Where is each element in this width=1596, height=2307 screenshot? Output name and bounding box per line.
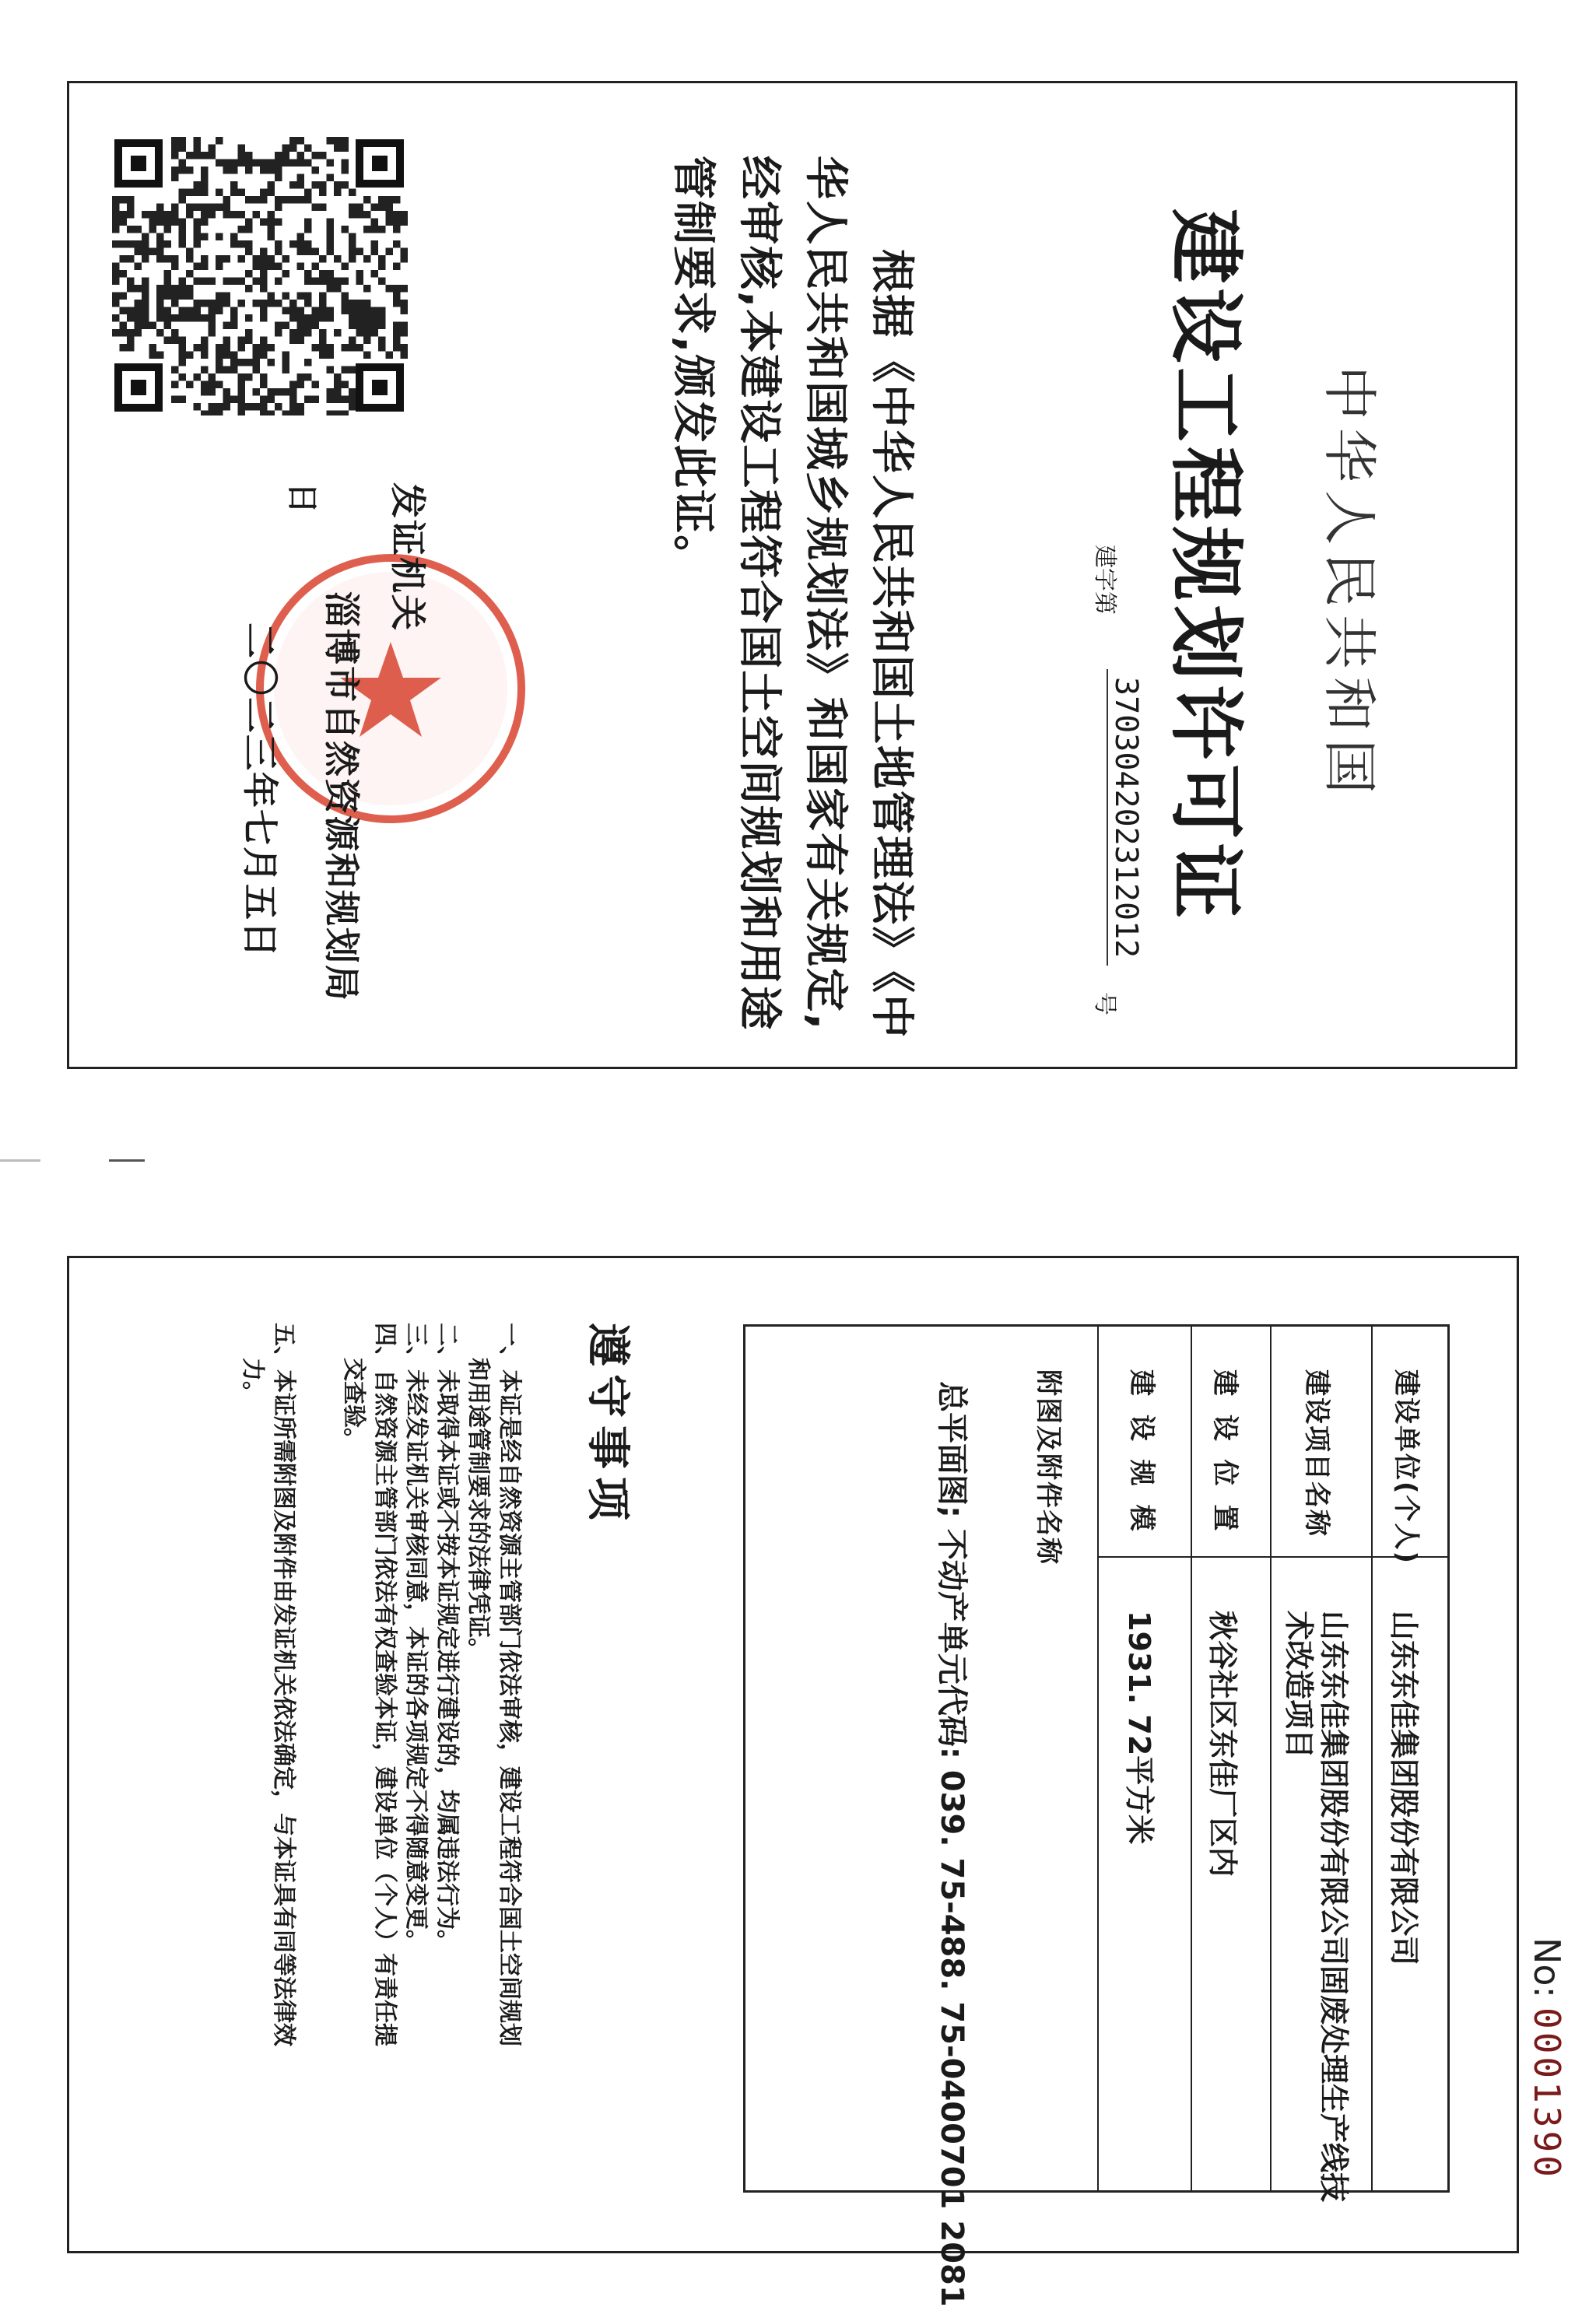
table-row-divider bbox=[1097, 1324, 1099, 2193]
permit-body-line-4: 管制要求,颁发此证。 bbox=[668, 156, 718, 580]
qr-code bbox=[112, 137, 408, 415]
issuer-label: 发证机关 bbox=[387, 482, 429, 632]
notice-title: 遵守事项 bbox=[582, 1323, 633, 1528]
notice-item-2: 二、未取得本证或不按本证规定进行建设的，均属违法行为。 bbox=[433, 1323, 461, 1953]
notice-item-3: 三、未经发证机关审核同意，本证的各项规定不得随意变更。 bbox=[402, 1323, 430, 1953]
row-label-location: 建 设 位 置 bbox=[1209, 1369, 1240, 1536]
notice-item-4: 四、自然资源主管部门依法有权查验本证，建设单位（个人）有责任提 bbox=[371, 1323, 398, 2046]
notice-item-1: 一、本证是经自然资源主管部门依法审核，建设工程符合国土空间规划 bbox=[496, 1323, 523, 2046]
permit-body-line-1: 根据《中华人民共和国土地管理法》《中 bbox=[866, 249, 917, 1040]
permit-body-line-2: 华人民共和国城乡规划法》和国家有关规定, bbox=[800, 156, 851, 1032]
row-value-project-cont: 术改造项目 bbox=[1282, 1611, 1316, 1759]
row-value-scale: 1931. 72平方米 bbox=[1122, 1611, 1156, 1845]
row-value-location: 秋谷社区东佳厂区内 bbox=[1205, 1611, 1240, 1878]
notice-item-5-cont: 力。 bbox=[239, 1358, 266, 1404]
permit-number-prefix: 建字第 bbox=[1091, 545, 1118, 615]
page-title: 建设工程规划许可证 bbox=[1162, 209, 1249, 923]
row-label-project: 建设项目名称 bbox=[1301, 1369, 1332, 1537]
attachments-value: 总平面图; 不动产单元代码: 039. 75-488. 75-0400701 2081 bbox=[934, 1381, 970, 2307]
table-border-right bbox=[1447, 1324, 1450, 2193]
permit-number-suffix: 号 bbox=[1091, 992, 1118, 1015]
issuer-name: 淄博市自然资源和规划局 bbox=[321, 591, 363, 1002]
notice-item-1-cont: 和用途管制要求的法律凭证。 bbox=[465, 1358, 492, 1661]
table-row-divider bbox=[1270, 1324, 1272, 2193]
serial-number: 0001390 bbox=[1526, 2007, 1568, 2180]
row-value-project: 山东东佳集团股份有限公司固废处理生产线技 bbox=[1317, 1611, 1351, 2203]
country-heading: 中华人民共和国 bbox=[1317, 366, 1381, 801]
fold-mark-left bbox=[0, 1159, 40, 1162]
issue-date: 二〇二三年七月五日 bbox=[239, 622, 281, 959]
row-value-unit: 山东东佳集团股份有限公司 bbox=[1387, 1611, 1421, 1966]
serial-label: No: bbox=[1526, 1937, 1568, 1999]
table-border-left bbox=[743, 1324, 745, 2193]
date-label: 日 bbox=[284, 482, 320, 515]
table-row-divider bbox=[1371, 1324, 1373, 2193]
table-border-top bbox=[743, 1324, 1450, 1327]
table-row-divider bbox=[1191, 1324, 1192, 2193]
notice-item-5: 五、本证所需附图及附件由发证机关依法确定，与本证具有同等法律效 bbox=[270, 1323, 297, 2046]
attachments-label: 附图及附件名称 bbox=[1033, 1369, 1064, 1565]
permit-body-line-3: 经审核,本建设工程符合国土空间规划和用途 bbox=[734, 156, 784, 1032]
permit-number: 370304202312012 bbox=[1107, 669, 1144, 966]
fold-mark bbox=[109, 1159, 145, 1162]
notice-item-4-cont: 交查验。 bbox=[340, 1358, 367, 1451]
row-label-unit: 建设单位(个人) bbox=[1391, 1369, 1422, 1565]
row-label-scale: 建 设 规 模 bbox=[1126, 1369, 1157, 1536]
